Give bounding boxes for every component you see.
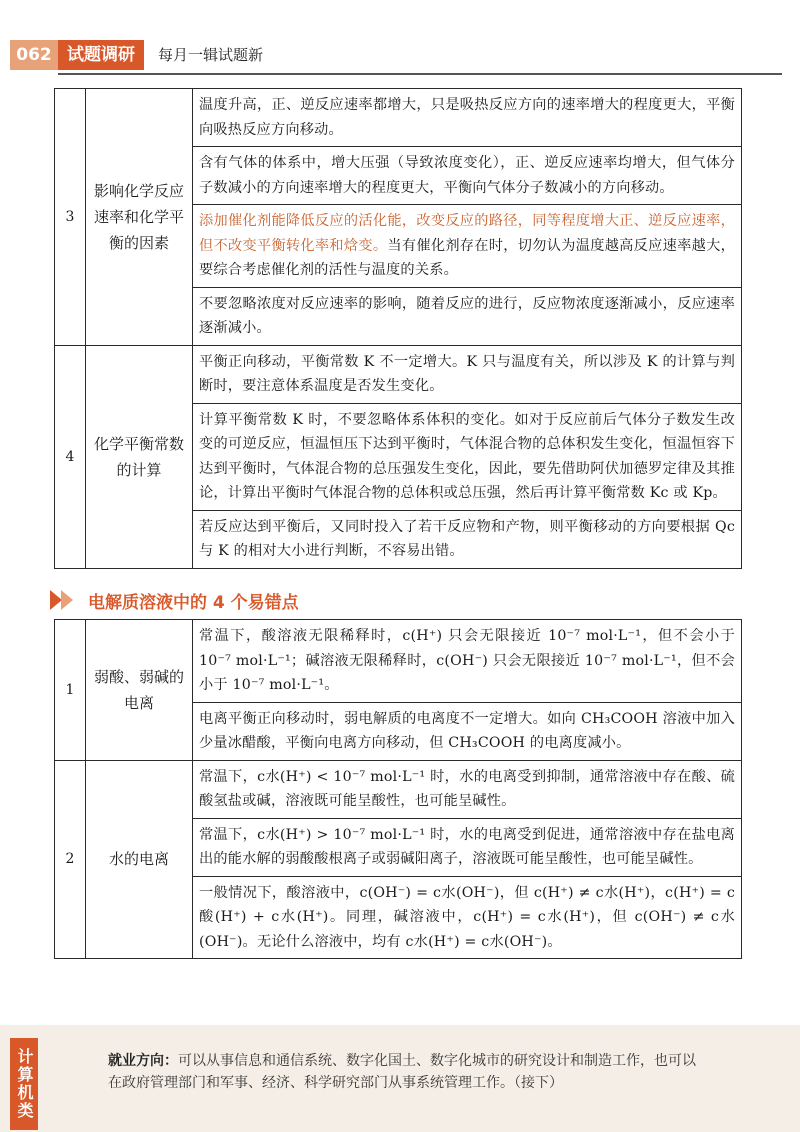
table-row <box>55 345 742 403</box>
page-header <box>0 40 800 76</box>
career-note <box>108 1050 708 1094</box>
section-title: 电解质溶液中的 4 个易错点 <box>88 592 299 613</box>
header-divider <box>58 73 782 75</box>
table-cell: 若反应达到平衡后，又同时投入了若干反应物和产物，则平衡移动的方向要根据 Qc 与 K 的相对大小进行判断，不容易出错。 <box>193 510 742 568</box>
rate-equilibrium-table <box>54 88 742 569</box>
row-topic: 弱酸、弱碱的电离 <box>86 620 193 761</box>
table-cell: 常温下，c水(H⁺) < 10⁻⁷ mol·L⁻¹ 时，水的电离受到抑制，通常溶液中存在酸、硫酸氢盐或碱，溶液既可能呈酸性，也可能呈碱性。 <box>193 760 742 818</box>
side-tag: 计算机类 <box>10 1038 38 1130</box>
row-number: 1 <box>55 620 86 761</box>
row-number: 2 <box>55 760 86 959</box>
table-row <box>55 89 742 147</box>
career-text: 可以从事信息和通信系统、数字化国土、数字化城市的研究设计和制造工作，也可以在政府管理部门和军事、经济、科学研究部门从事系统管理工作。（接下） <box>108 1053 696 1091</box>
section-heading <box>50 586 299 614</box>
highlight-text: 添加催化剂能降低反应的活化能，改变反应的路径，同等程度增大正、逆反应速率，但不改变平衡转化率和焓变。 <box>199 213 735 254</box>
row-topic: 化学平衡常数的计算 <box>86 345 193 568</box>
row-number: 4 <box>55 345 86 568</box>
electrolyte-table <box>54 619 742 959</box>
table-cell: 常温下，酸溶液无限稀释时，c(H⁺) 只会无限接近 10⁻⁷ mol·L⁻¹，但不会小于 10⁻⁷ mol·L⁻¹；碱溶液无限稀释时，c(OH⁻) 只会无限接近 10⁻⁷ mol·L⁻¹，但不会小于 10⁻⁷ mol·L⁻¹。 <box>193 620 742 703</box>
row-number: 3 <box>55 89 86 346</box>
table-cell: 温度升高，正、逆反应速率都增大，只是吸热反应方向的速率增大的程度更大，平衡向吸热反应方向移动。 <box>193 89 742 147</box>
cell-text: 当有催化剂存在时，切勿认为温度越高反应速率越大，要综合考虑催化剂的活性与温度的关系。 <box>199 237 735 278</box>
row-topic: 影响化学反应速率和化学平衡的因素 <box>86 89 193 346</box>
career-label: 就业方向： <box>108 1053 178 1069</box>
row-topic: 水的电离 <box>86 760 193 959</box>
category-label: 试题调研 <box>58 40 144 70</box>
table-cell: 电离平衡正向移动时，弱电解质的电离度不一定增大。如向 CH₃COOH 溶液中加入少量冰醋酸，平衡向电离方向移动，但 CH₃COOH 的电离度减小。 <box>193 702 742 760</box>
table-cell: 常温下，c水(H⁺) > 10⁻⁷ mol·L⁻¹ 时，水的电离受到促进，通常溶液中存在盐电离出的能水解的弱酸酸根离子或弱碱阳离子，溶液既可能呈酸性，也可能呈碱性。 <box>193 818 742 876</box>
table-cell: 计算平衡常数 K 时，不要忽略体系体积的变化。如对于反应前后气体分子数发生改变的可逆反应，恒温恒压下达到平衡时，气体混合物的总体积发生变化，恒温恒容下达到平衡时，气体混合物的总压强发生变化，因此，要先借助阿伏加德罗定律及其推论，计算出平衡时气体混合物的总体积或总压强，然后再计算平衡常数 Kc 或 Kp。 <box>193 403 742 510</box>
table-cell: 含有气体的体系中，增大压强（导致浓度变化），正、逆反应速率均增大，但气体分子数减小的方向速率增大的程度更大，平衡向气体分子数减小的方向移动。 <box>193 147 742 205</box>
page-number: 062 <box>10 40 58 70</box>
double-arrow-icon <box>50 590 76 610</box>
table-row <box>55 760 742 818</box>
table-cell: 平衡正向移动，平衡常数 K 不一定增大。K 只与温度有关，所以涉及 K 的计算与判断时，要注意体系温度是否发生变化。 <box>193 345 742 403</box>
table-cell: 一般情况下，酸溶液中，c(OH⁻) = c水(OH⁻)，但 c(H⁺) ≠ c水(H⁺)，c(H⁺) = c酸(H⁺) + c水(H⁺)。同理，碱溶液中，c(H⁺) = c水(H⁺)，但 c(OH⁻) ≠ c水(OH⁻)。无论什么溶液中，均有 c水(H⁺) = c水(OH⁻)。 <box>193 876 742 959</box>
table-cell <box>193 205 742 288</box>
header-subtitle: 每月一辑试题新 <box>158 46 264 64</box>
table-row <box>55 620 742 703</box>
table-cell: 不要忽略浓度对反应速率的影响，随着反应的进行，反应物浓度逐渐减小，反应速率逐渐减小。 <box>193 287 742 345</box>
